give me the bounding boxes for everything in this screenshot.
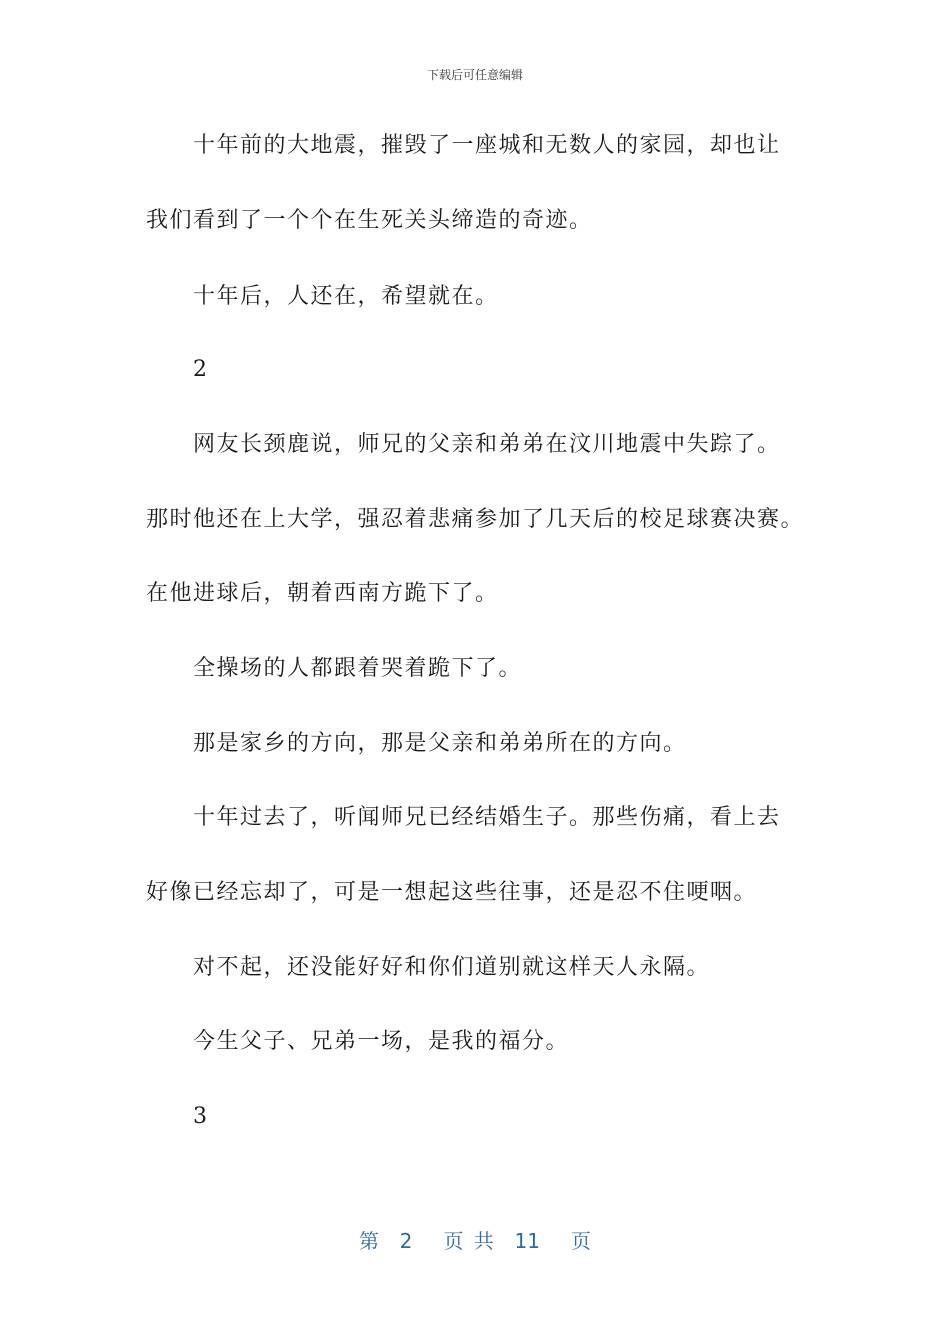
paragraph-line-12: 对不起，还没能好好和你们道别就这样天人永隔。 [193,955,711,980]
paragraph-line-10: 十年过去了，听闻师兄已经结婚生子。那些伤痛，看上去 [193,805,781,830]
paragraph-line-5: 网友长颈鹿说，师兄的父亲和弟弟在汶川地震中失踪了。 [193,432,781,457]
page-footer: 第 2 页 共 11 页 [358,1229,592,1253]
paragraph-line-11: 好像已经忘却了，可是一想起这些往事，还是忍不住哽咽。 [146,880,758,905]
section-number-2: 2 [193,357,209,382]
paragraph-line-7: 在他进球后，朝着西南方跪下了。 [146,581,499,606]
page-header: 下载后可任意编辑 [426,68,523,82]
paragraph-line-9: 那是家乡的方向，那是父亲和弟弟所在的方向。 [193,731,687,756]
paragraph-line-13: 今生父子、兄弟一场，是我的福分。 [193,1029,570,1054]
paragraph-line-8: 全操场的人都跟着哭着跪下了。 [193,656,523,681]
paragraph-line-3: 十年后，人还在，希望就在。 [193,284,499,309]
paragraph-line-6: 那时他还在上大学，强忍着悲痛参加了几天后的校足球赛决赛。 [146,507,805,532]
section-number-3: 3 [193,1104,209,1129]
paragraph-line-2: 我们看到了一个个在生死关头缔造的奇迹。 [146,208,593,233]
paragraph-line-1: 十年前的大地震，摧毁了一座城和无数人的家园，却也让 [193,133,781,158]
